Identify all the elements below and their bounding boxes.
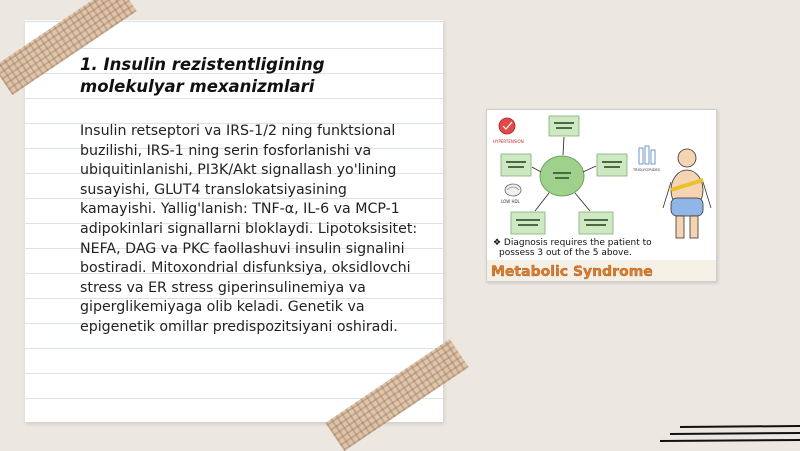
slide-body-text: Insulin retseptori va IRS-1/2 ning funktsional buzilishi, IRS-1 ning serin fosforlanishi va ubiquitinlanishi, PI3K/Akt signallash yo'lining susayishi, GLUT4 translokatsiyasining kamayishi. Yallig'lanish: TNF-α, IL-6 va MCP-1 adipokinlari signallarni bloklaydi. Lipotoksisitet: NEFA, DAG va PKC faollashuvi insulin signalini bostiradi. Mitoxondrial disfunksiya, oksidlovchi stress va ER stress giperinsulinemiya va giperglikemiyaga olib keladi. Genetik va epigenetik omillar predispozitsiyani oshiradi. [80,123,418,335]
center-node-text-line [555,177,569,179]
vessel-icon [505,184,521,196]
metabolic-syndrome-diagram [487,110,716,281]
label-hypertension: HYPERTENSION [493,139,524,144]
metabolic-syndrome-figure [486,109,717,282]
box-text-line [554,122,574,124]
left-criteria-box [501,154,531,176]
bottom-right-criteria-box [579,212,613,234]
slide-title: 1. Insulin rezistentligining molekulyar mexanizmlari [80,55,325,96]
label-low-hdl: LOW HDL [501,199,520,204]
bottles-icon [639,146,655,164]
box-text-line [556,127,572,129]
box-text-line [518,224,538,226]
box-text-line [508,166,524,168]
box-text-line [602,161,622,163]
center-node [540,156,584,196]
overweight-person-icon [663,149,711,238]
top-criteria-box [549,116,579,136]
figure-caption-line1: ❖ Diagnosis requires the patient to [493,238,652,248]
box-text-line [586,224,606,226]
box-text-line [604,166,620,168]
figure-caption-line2: possess 3 out of the 5 above. [499,248,632,258]
figure-banner-title: Metabolic Syndrome [491,264,653,280]
box-text-line [516,219,540,221]
right-criteria-box [597,154,627,176]
bottom-left-criteria-box [511,212,545,234]
center-node-text-line [553,172,571,174]
heart-icon [499,118,515,134]
decorative-lines [660,420,800,450]
label-triglycerides: TRIGLYCERIDES [633,168,660,172]
box-text-line [584,219,608,221]
box-text-line [506,161,526,163]
